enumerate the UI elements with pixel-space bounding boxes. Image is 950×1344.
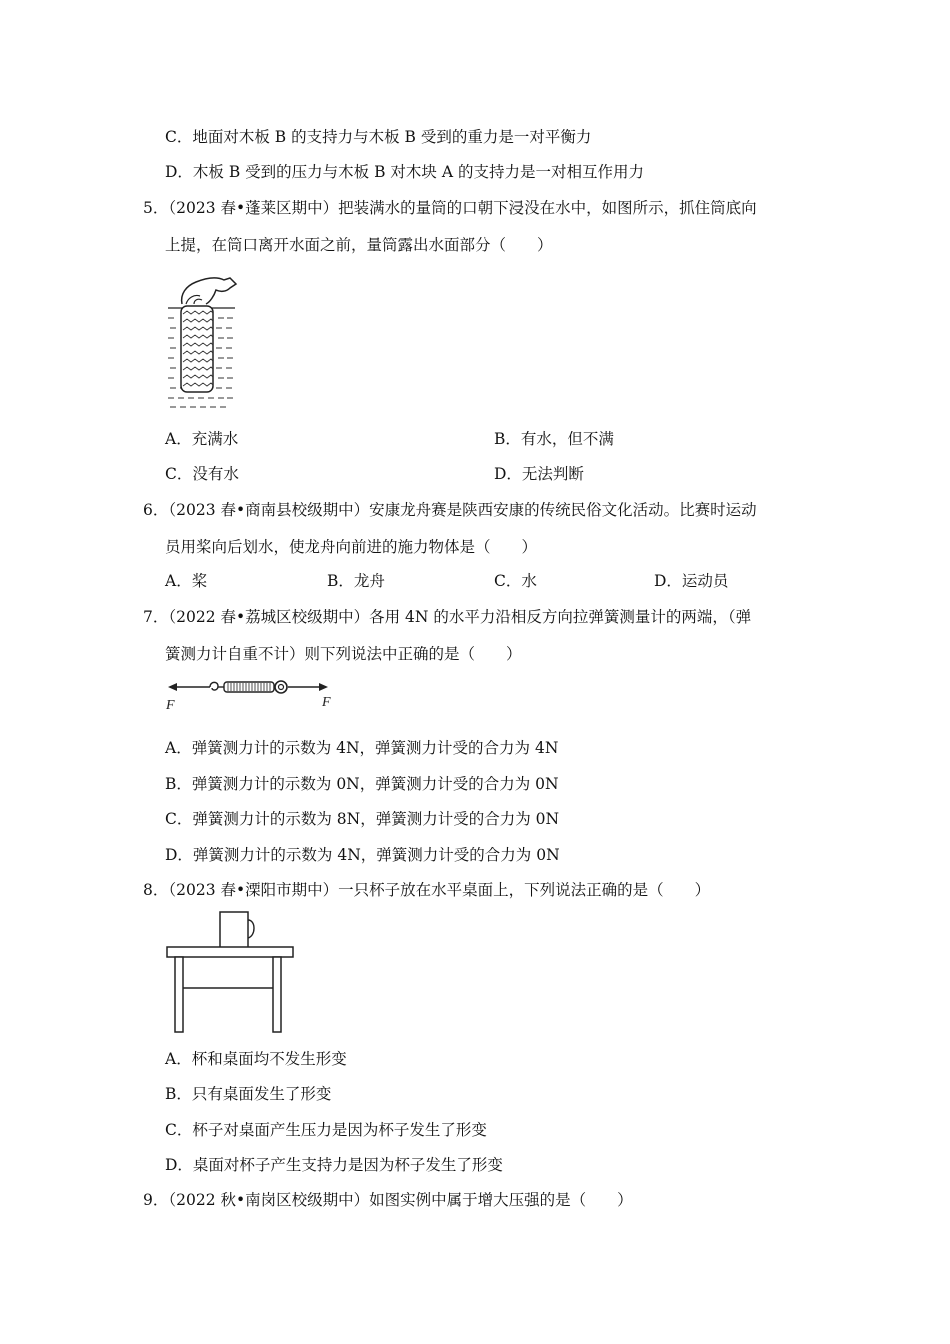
q7-stem-line2: 簧测力计自重不计）则下列说法中正确的是（ ）: [165, 645, 522, 663]
q6-stem-line2: 员用桨向后划水，使龙舟向前进的施力物体是（ ）: [165, 538, 538, 556]
q7-right-force-label: F: [322, 695, 331, 710]
q8-option-a: A．杯和桌面均不发生形变: [165, 1050, 347, 1068]
q8-option-b: B．只有桌面发生了形变: [165, 1085, 332, 1103]
q4-option-d: D．木板 B 受到的压力与木板 B 对木块 A 的支持力是一对相互作用力: [165, 163, 644, 181]
q7-option-c: C．弹簧测力计的示数为 8N，弹簧测力计受的合力为 0N: [165, 810, 560, 828]
q9-stem-line1: 9．（2022 秋•南岗区校级期中）如图实例中属于增大压强的是（ ）: [143, 1191, 633, 1209]
q8-stem-line1: 8．（2023 春•溧阳市期中）一只杯子放在水平桌面上，下列说法正确的是（ ）: [143, 881, 711, 899]
q4-option-c: C．地面对木板 B 的支持力与木板 B 受到的重力是一对平衡力: [165, 128, 592, 146]
q8-cup-on-table-figure: [160, 908, 300, 1036]
q5-stem-line1: 5．（2023 春•蓬莱区期中）把装满水的量筒的口朝下浸没在水中，如图所示，抓住筒底向: [143, 199, 757, 217]
q7-stem-line1: 7．（2022 春•荔城区校级期中）各用 4N 的水平力沿相反方向拉弹簧测量计的两端，（弹: [143, 608, 752, 626]
q5-option-d: D．无法判断: [494, 465, 584, 483]
q6-option-d: D．运动员: [654, 572, 729, 590]
q7-spring-scale-figure: [160, 672, 340, 714]
q6-option-a: A．桨: [165, 572, 208, 590]
q7-option-b: B．弹簧测力计的示数为 0N，弹簧测力计受的合力为 0N: [165, 775, 559, 793]
q7-option-a: A．弹簧测力计的示数为 4N，弹簧测力计受的合力为 4N: [165, 739, 559, 757]
q6-option-c: C．水: [494, 572, 537, 590]
q5-option-c: C．没有水: [165, 465, 239, 483]
q8-option-c: C．杯子对桌面产生压力是因为杯子发生了形变: [165, 1121, 487, 1139]
q5-cylinder-figure: [160, 268, 250, 413]
q6-stem-line1: 6．（2023 春•商南县校级期中）安康龙舟赛是陕西安康的传统民俗文化活动。比赛时运动: [143, 501, 757, 519]
q8-option-d: D．桌面对杯子产生支持力是因为杯子发生了形变: [165, 1156, 503, 1174]
q5-stem-line2: 上提，在筒口离开水面之前，量筒露出水面部分（ ）: [165, 236, 553, 254]
q7-left-force-label: F: [166, 698, 175, 713]
q5-option-b: B．有水，但不满: [494, 430, 614, 448]
q7-option-d: D．弹簧测力计的示数为 4N，弹簧测力计受的合力为 0N: [165, 846, 560, 864]
q6-option-b: B．龙舟: [327, 572, 385, 590]
q5-option-a: A．充满水: [165, 430, 239, 448]
